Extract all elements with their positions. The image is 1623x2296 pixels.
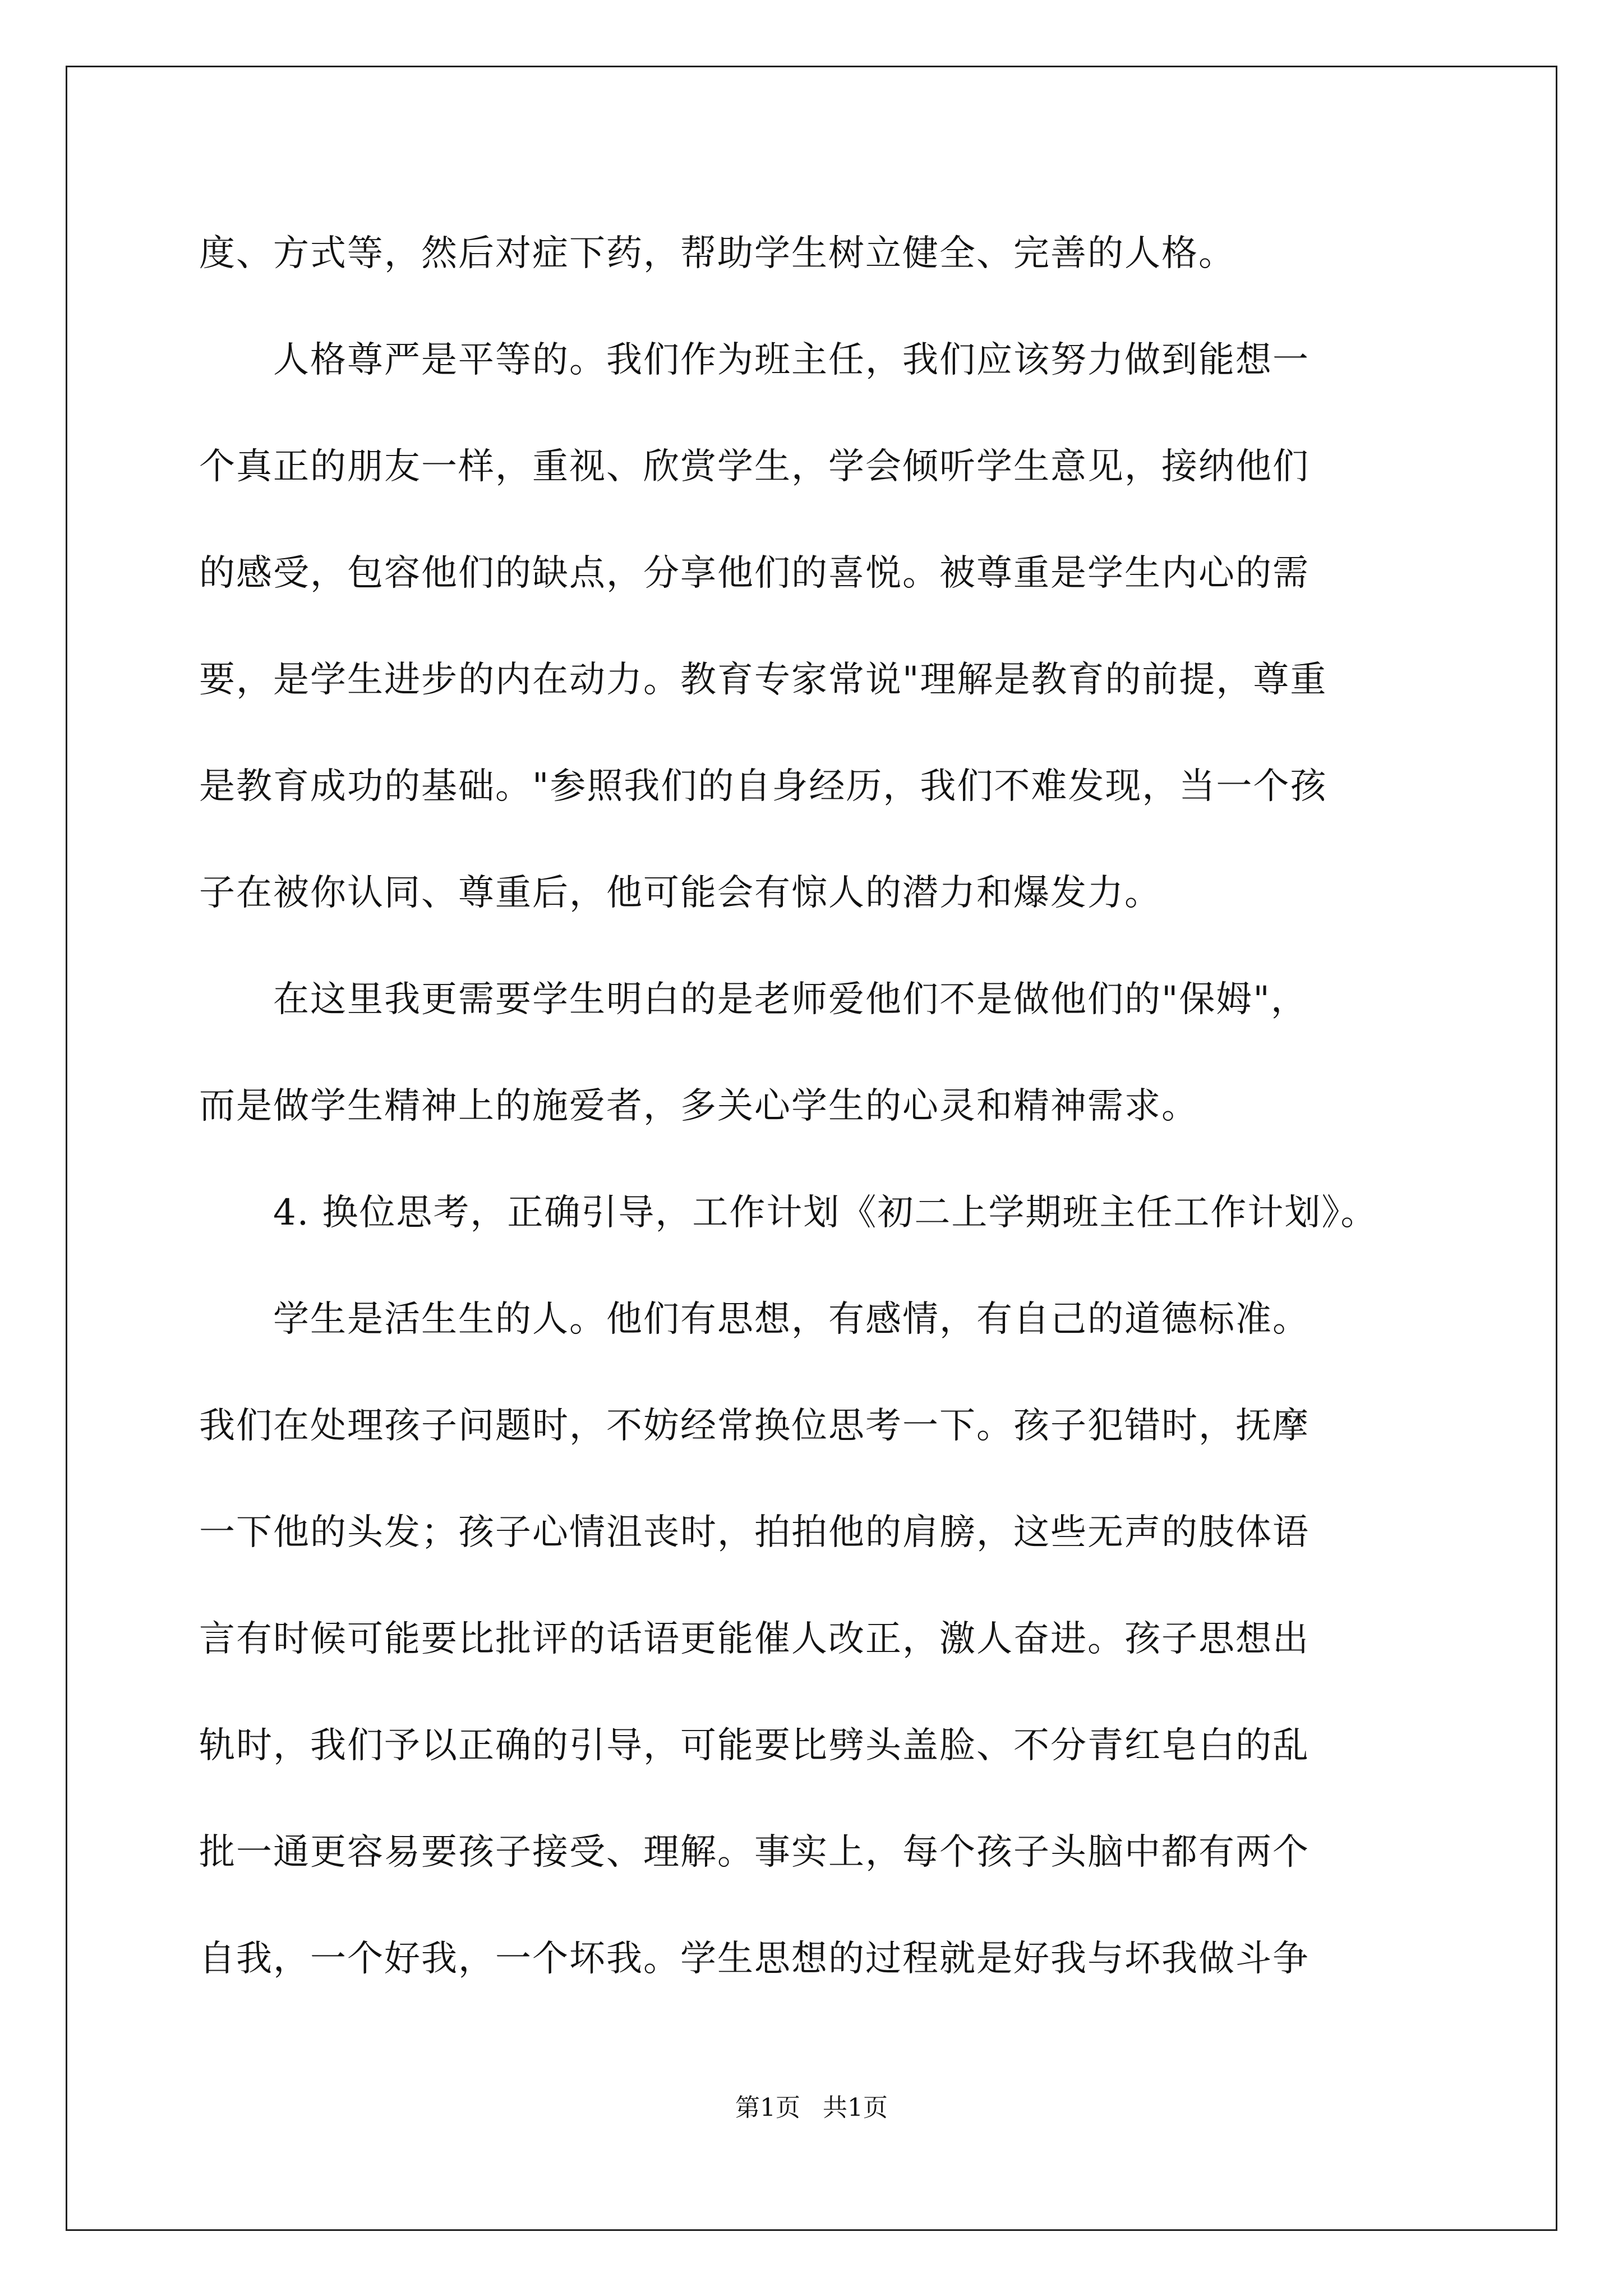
body-line-12: 我们在处理孩子问题时，不妨经常换位思考一下。孩子犯错时，抚摩: [199, 1405, 1310, 1447]
body-line-16: 批一通更容易要孩子接受、理解。事实上，每个孩子头脑中都有两个: [199, 1832, 1310, 1873]
body-line-1: 度、方式等，然后对症下药，帮助学生树立健全、完善的人格。: [199, 233, 1235, 274]
body-line-3: 个真正的朋友一样，重视、欣赏学生，学会倾听学生意见，接纳他们: [199, 446, 1310, 487]
body-line-15: 轨时，我们予以正确的引导，可能要比劈头盖脸、不分青红皂白的乱: [199, 1725, 1310, 1766]
body-line-2: 人格尊严是平等的。我们作为班主任，我们应该努力做到能想一: [199, 339, 1310, 381]
body-line-10: 4. 换位思考，正确引导，工作计划《初二上学期班主任工作计划》。: [199, 1192, 1378, 1234]
body-line-8: 在这里我更需要学生明白的是老师爱他们不是做他们的"保姆"，: [199, 979, 1308, 1020]
body-line-4: 的感受，包容他们的缺点，分享他们的喜悦。被尊重是学生内心的需: [199, 553, 1310, 594]
body-line-7: 子在被你认同、尊重后，他可能会有惊人的潜力和爆发力。: [199, 872, 1161, 914]
body-line-11: 学生是活生生的人。他们有思想，有感情，有自己的道德标准。: [199, 1299, 1310, 1340]
body-line-17: 自我，一个好我，一个坏我。学生思想的过程就是好我与坏我做斗争: [199, 1938, 1310, 1980]
body-line-13: 一下他的头发；孩子心情沮丧时，拍拍他的肩膀，这些无声的肢体语: [199, 1512, 1310, 1553]
page-total: 共1页: [823, 2093, 888, 2122]
page-number: 第1页: [735, 2093, 800, 2122]
page-footer: [0, 2092, 1623, 2124]
page-border: [66, 66, 1557, 2231]
body-line-9: 而是做学生精神上的施爱者，多关心学生的心灵和精神需求。: [199, 1085, 1198, 1127]
body-line-5: 要，是学生进步的内在动力。教育专家常说"理解是教育的前提，尊重: [199, 659, 1327, 701]
body-line-14: 言有时候可能要比批评的话语更能催人改正，激人奋进。孩子思想出: [199, 1618, 1310, 1660]
body-line-6: 是教育成功的基础。"参照我们的自身经历，我们不难发现，当一个孩: [199, 766, 1327, 807]
